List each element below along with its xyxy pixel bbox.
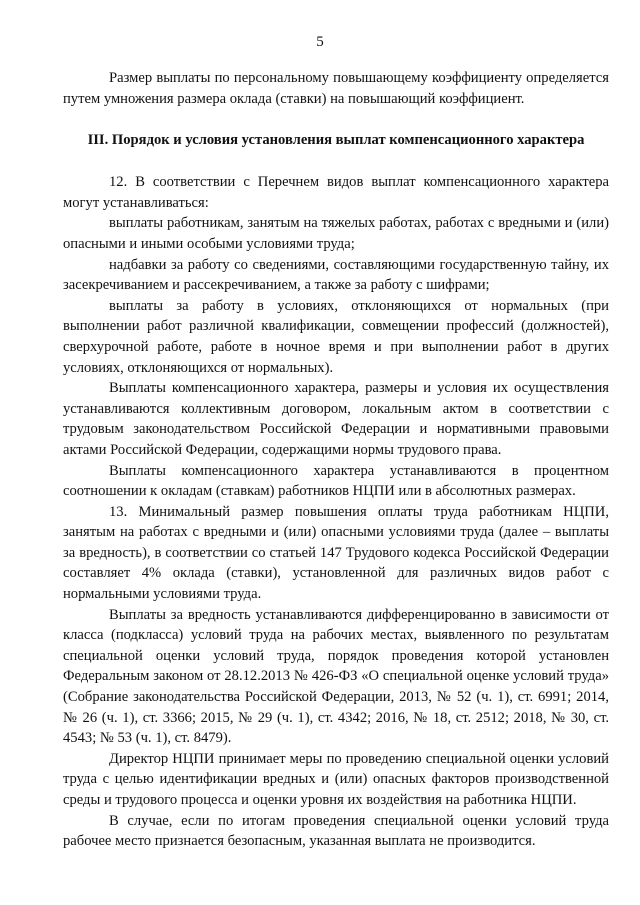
paragraph-percentage-ratio: Выплаты компенсационного характера устанавливаются в процентном соотношении к окладам (ставкам) работников НЦПИ или в абсолютных размерах. bbox=[63, 462, 609, 500]
document-body bbox=[63, 68, 609, 852]
paragraph-director-measures: Директор НЦПИ принимает меры по проведению специальной оценки условий труда с целью идентификации вредных и (или) опасных факторов производственной среды и трудового процесса и оценки уровня их воздействия на работника НЦПИ. bbox=[63, 750, 609, 808]
paragraph-safe-workplace: В случае, если по итогам проведения специальной оценки условий труда рабочее место признается безопасным, указанная выплата не производится. bbox=[63, 812, 609, 850]
paragraph-abnormal-conditions: выплаты за работу в условиях, отклоняющихся от нормальных (при выполнении работ различной квалификации, совмещении профессий (должностей), сверхурочной работе, работе в ночное время и при выполнении работ в других условиях, отклоняющихся от нормальных). bbox=[63, 297, 609, 376]
paragraph-collective-agreement: Выплаты компенсационного характера, размеры и условия их осуществления устанавливаются коллективным договором, локальным актом в соответствии с трудовым законодательством Российской Федерации и нормативными правовыми актами Российской Федерации, содержащими нормы трудового права. bbox=[63, 380, 609, 458]
paragraph-12-intro: 12. В соответствии с Перечнем видов выплат компенсационного характера могут устанавливаться: bbox=[63, 174, 609, 211]
intro-paragraph: Размер выплаты по персональному повышающему коэффициенту определяется путем умножения размера оклада (ставки) на повышающий коэффициент. bbox=[63, 70, 609, 107]
paragraph-13-minimum-increase: 13. Минимальный размер повышения оплаты труда работникам НЦПИ, занятым на работах с вредными и (или) опасными условиями труда (далее – выплаты за вредность), в соответствии со статьей 147 Трудового кодекса Российской Федерации составляет 4% оклада (ставки), установленной для различных видов работ с нормальными условиями труда. bbox=[63, 503, 609, 603]
paragraph-state-secret-allowance: надбавки за работу со сведениями, составляющими государственную тайну, их засекречиванием и рассекречиванием, а также за работу с шифрами; bbox=[63, 256, 609, 294]
paragraph-hazard-payments: выплаты работникам, занятым на тяжелых работах, работах с вредными и (или) опасными и иными особыми условиями труда; bbox=[63, 215, 609, 252]
paragraph-differentiated-payments: Выплаты за вредность устанавливаются дифференцированно в зависимости от класса (подкласса) условий труда на рабочих местах, выявленного по результатам специальной оценки условий труда, порядок проведения которой установлен Федеральным законом от 28.12.2013 № 426-ФЗ «О специальной оценке условий труда» (Собрание законодательства Российской Федерации, 2013, № 52 (ч. 1), ст. 6991; 2014, № 26 (ч. 1), ст. 3366; 2015, № 29 (ч. 1), ст. 4342; 2016, № 18, ст. 2512; 2018, № 30, ст. 4543; № 53 (ч. 1), ст. 8479). bbox=[63, 606, 609, 747]
page-number: 5 bbox=[316, 34, 324, 50]
section-heading: III. Порядок и условия установления выплат компенсационного характера bbox=[87, 132, 585, 149]
